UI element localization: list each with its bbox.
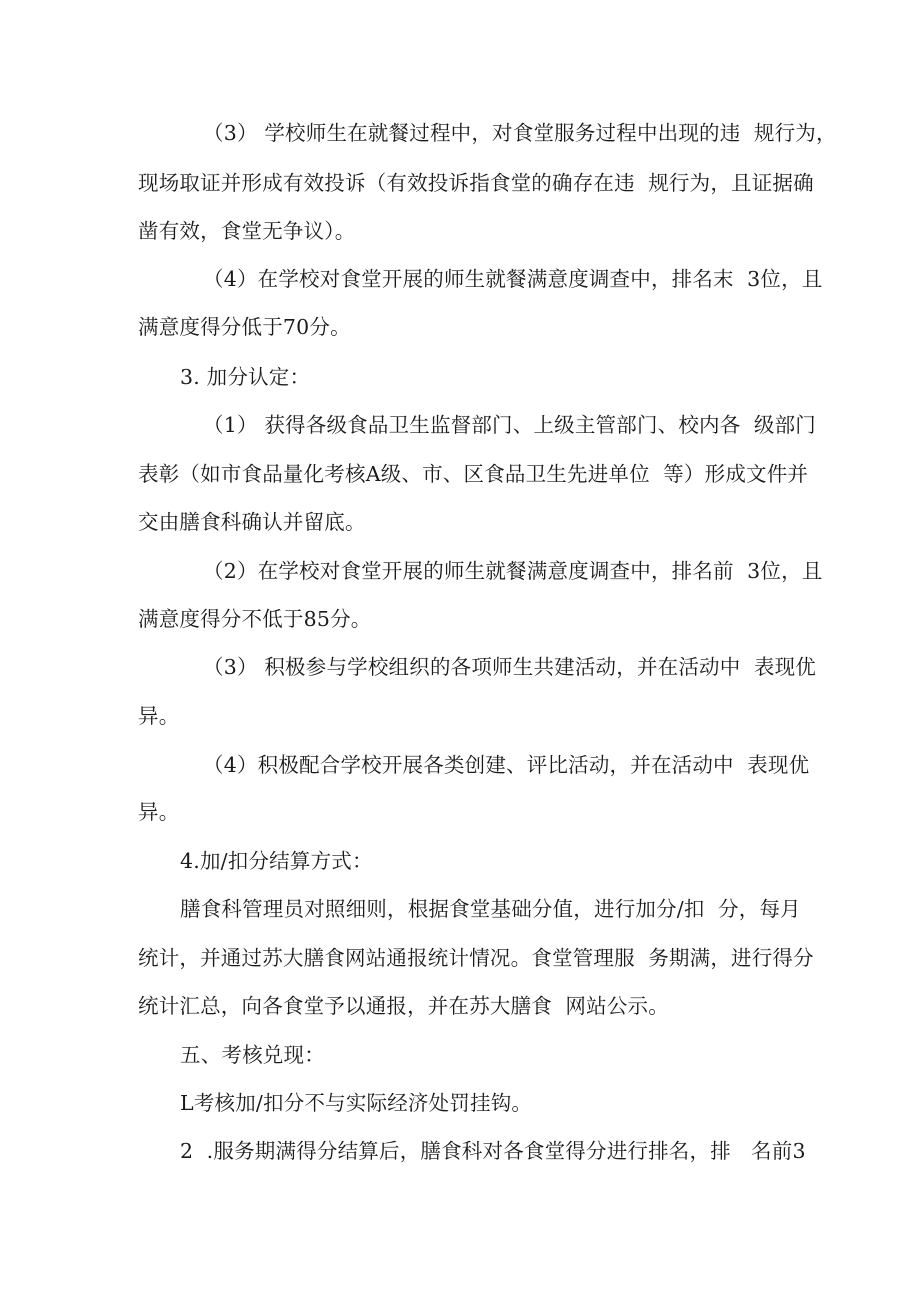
text-line: （1） 获得各级食品卫生监督部门、上级主管部门、校内各 级部门 xyxy=(203,413,816,437)
text-line: 交由膳食科确认并留底。 xyxy=(138,510,366,534)
text-line: 2 .服务期满得分结算后，膳食科对各食堂得分进行排名，排 名前3 xyxy=(180,1139,806,1163)
text-line: 异。 xyxy=(138,800,180,824)
section-heading: 4.加/扣分结算方式： xyxy=(180,849,373,873)
text-line: 统计，并通过苏大膳食网站通报统计情况。食堂管理服 务期满，进行得分 xyxy=(138,946,814,970)
text-line: （2）在学校对食堂开展的师生就餐满意度调查中，排名前 3位，且 xyxy=(203,559,823,583)
text-line: 现场取证并形成有效投诉（有效投诉指食堂的确存在违 规行为，且证据确 xyxy=(138,171,814,195)
section-heading: 3. 加分认定： xyxy=(180,365,311,389)
section-heading: 五、考核兑现： xyxy=(180,1043,325,1067)
text-line: 表彰（如市食品量化考核A级、市、区食品卫生先进单位 等）形成文件并 xyxy=(138,462,809,486)
text-line: （4）在学校对食堂开展的师生就餐满意度调查中，排名末 3位，且 xyxy=(203,267,823,291)
text-line: 满意度得分低于70分。 xyxy=(138,315,351,339)
text-line: （3） 学校师生在就餐过程中，对食堂服务过程中出现的违 规行为， xyxy=(203,121,837,145)
text-line: 膳食科管理员对照细则，根据食堂基础分值，进行加分/扣 分，每月 xyxy=(180,897,801,921)
text-line: 统计汇总，向各食堂予以通报，并在苏大膳食 网站公示。 xyxy=(138,994,669,1018)
text-line: L考核加/扣分不与实际经济处罚挂钩。 xyxy=(180,1091,533,1115)
text-line: （4）积极配合学校开展各类创建、评比活动，并在活动中 表现优 xyxy=(203,753,810,777)
text-line: 满意度得分不低于85分。 xyxy=(138,607,372,631)
text-line: 异。 xyxy=(138,704,180,728)
text-line: （3） 积极参与学校组织的各项师生共建活动，并在活动中 表现优 xyxy=(203,655,816,679)
text-line: 凿有效，食堂无争议）。 xyxy=(138,219,356,243)
